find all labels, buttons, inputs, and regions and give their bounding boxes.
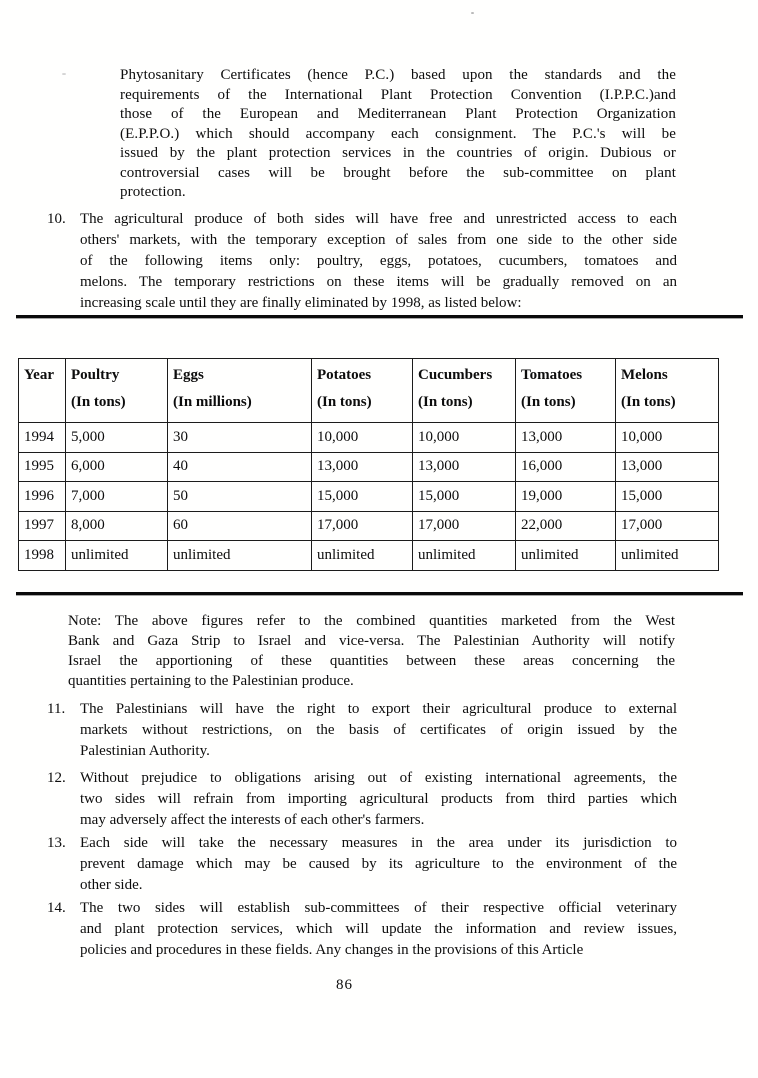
paragraph-line: those of the European and Mediterranean Plant Protection Organization — [120, 106, 676, 122]
cell-melons: 17,000 — [616, 511, 719, 541]
quota-table — [18, 358, 719, 571]
paragraph-line: Note: The above figures refer to the combined quantities marketed from the West — [68, 613, 675, 629]
column-header-cucumbers — [413, 359, 516, 423]
cell-melons: 15,000 — [616, 482, 719, 512]
cell-tomatoes: 22,000 — [516, 511, 616, 541]
cell-cucumbers: 13,000 — [413, 452, 516, 482]
column-header-poultry — [66, 359, 168, 423]
cell-tomatoes: unlimited — [516, 541, 616, 571]
item-number: 14. — [47, 900, 66, 916]
header-title: Melons — [621, 367, 668, 383]
paragraph-line: Each side will take the necessary measures in the area under its jurisdiction to — [80, 835, 677, 851]
paragraph-line: Palestinian Authority. — [80, 743, 210, 759]
cell-poultry: 6,000 — [66, 452, 168, 482]
list-item-13 — [47, 833, 677, 896]
column-header-melons — [616, 359, 719, 423]
intro-paragraph — [120, 66, 676, 203]
header-title: Eggs — [173, 367, 204, 383]
cell-eggs: 60 — [168, 511, 312, 541]
paragraph-line: may adversely affect the interests of each other's farmers. — [80, 812, 425, 828]
item-number: 13. — [47, 835, 66, 851]
paragraph-line: prevent damage which may be caused by its agriculture to the environment of the — [80, 856, 677, 872]
paragraph-line: Without prejudice to obligations arising out of existing international agreements, the — [80, 770, 677, 786]
paragraph-line: Israel the apportioning of these quantities between these areas concerning the — [68, 653, 675, 669]
column-header-tomatoes — [516, 359, 616, 423]
paragraph-line: and plant protection services, which will update the information and review issues, — [80, 921, 677, 937]
cell-tomatoes: 16,000 — [516, 452, 616, 482]
header-unit: (In tons) — [418, 394, 473, 410]
table-row — [19, 541, 719, 571]
cell-year: 1996 — [19, 482, 66, 512]
cell-cucumbers: 10,000 — [413, 423, 516, 453]
paragraph-line: of the following items only: poultry, eggs, potatoes, cucumbers, tomatoes and — [80, 253, 677, 269]
header-unit: (In millions) — [173, 394, 252, 410]
cell-year: 1995 — [19, 452, 66, 482]
paragraph-line: markets without restrictions, on the basis of certificates of origin issued by the — [80, 722, 677, 738]
page-number: 86 — [336, 977, 353, 993]
list-item-14 — [47, 898, 677, 961]
cell-melons: 13,000 — [616, 452, 719, 482]
paragraph-line: controversial cases will be brought before the sub-committee on plant — [120, 164, 676, 181]
paragraph-line: (E.P.P.O.) which should accompany each consignment. The P.C.'s will be — [120, 125, 676, 142]
paragraph-line: increasing scale until they are finally eliminated by 1998, as listed below: — [80, 295, 522, 311]
paragraph-line: issued by the plant protection services in the countries of origin. Dubious or — [120, 145, 676, 161]
list-item-10 — [47, 209, 677, 314]
paragraph-line: Phytosanitary Certificates (hence P.C.) based upon the standards and the — [120, 67, 676, 83]
header-title: Poultry — [71, 367, 120, 383]
cell-eggs: 40 — [168, 452, 312, 482]
horizontal-rule-bottom — [16, 592, 743, 595]
list-item-12 — [47, 768, 677, 831]
cell-potatoes: 10,000 — [312, 423, 413, 453]
paragraph-line: others' markets, with the temporary exception of sales from one side to the other side — [80, 232, 677, 248]
cell-cucumbers: 17,000 — [413, 511, 516, 541]
cell-poultry: 5,000 — [66, 423, 168, 453]
column-header-eggs — [168, 359, 312, 423]
scan-artifact-dot — [62, 73, 66, 75]
table-row — [19, 452, 719, 482]
list-item-11 — [47, 699, 677, 762]
paragraph-line: melons. The temporary restrictions on these items will be gradually removed on an — [80, 274, 677, 290]
cell-melons: unlimited — [616, 541, 719, 571]
header-title: Cucumbers — [418, 367, 493, 383]
cell-cucumbers: unlimited — [413, 541, 516, 571]
column-header-potatoes — [312, 359, 413, 423]
item-number: 10. — [47, 211, 66, 227]
cell-poultry: 7,000 — [66, 482, 168, 512]
cell-year: 1997 — [19, 511, 66, 541]
cell-melons: 10,000 — [616, 423, 719, 453]
paragraph-line: policies and procedures in these fields. Any changes in the provisions of this Article — [80, 942, 584, 958]
header-unit: (In tons) — [621, 394, 676, 410]
header-unit: (In tons) — [71, 394, 126, 410]
scan-artifact-dot — [471, 12, 474, 14]
paragraph-line: two sides will refrain from importing agricultural products from third parties which — [80, 791, 677, 807]
item-number: 12. — [47, 770, 66, 786]
table-row — [19, 423, 719, 453]
column-header-year — [19, 359, 66, 423]
paragraph-line: Bank and Gaza Strip to Israel and vice-versa. The Palestinian Authority will notify — [68, 633, 675, 649]
header-title: Tomatoes — [521, 367, 583, 383]
cell-tomatoes: 13,000 — [516, 423, 616, 453]
paragraph-line: The Palestinians will have the right to export their agricultural produce to external — [80, 701, 677, 717]
cell-eggs: 30 — [168, 423, 312, 453]
paragraph-line: other side. — [80, 877, 143, 893]
header-unit: (In tons) — [317, 394, 372, 410]
header-title: Potatoes — [317, 367, 372, 383]
table-row — [19, 482, 719, 512]
cell-potatoes: 15,000 — [312, 482, 413, 512]
cell-potatoes: 13,000 — [312, 452, 413, 482]
cell-eggs: unlimited — [168, 541, 312, 571]
cell-year: 1998 — [19, 541, 66, 571]
paragraph-line: The agricultural produce of both sides will have free and unrestricted access to each — [80, 211, 677, 227]
table-row — [19, 511, 719, 541]
cell-eggs: 50 — [168, 482, 312, 512]
header-unit: (In tons) — [521, 394, 576, 410]
cell-potatoes: unlimited — [312, 541, 413, 571]
paragraph-line: quantities pertaining to the Palestinian produce. — [68, 673, 354, 689]
cell-cucumbers: 15,000 — [413, 482, 516, 512]
table-header-row — [19, 359, 719, 423]
cell-potatoes: 17,000 — [312, 511, 413, 541]
paragraph-line: requirements of the International Plant Protection Convention (I.P.P.C.)and — [120, 86, 676, 103]
header-title: Year — [24, 367, 54, 383]
paragraph-line: The two sides will establish sub-committees of their respective official veterinary — [80, 900, 677, 916]
horizontal-rule-top — [16, 315, 743, 318]
item-number: 11. — [47, 701, 66, 717]
paragraph-line: protection. — [120, 184, 186, 200]
cell-poultry: 8,000 — [66, 511, 168, 541]
note-paragraph — [68, 611, 675, 691]
cell-tomatoes: 19,000 — [516, 482, 616, 512]
cell-poultry: unlimited — [66, 541, 168, 571]
cell-year: 1994 — [19, 423, 66, 453]
